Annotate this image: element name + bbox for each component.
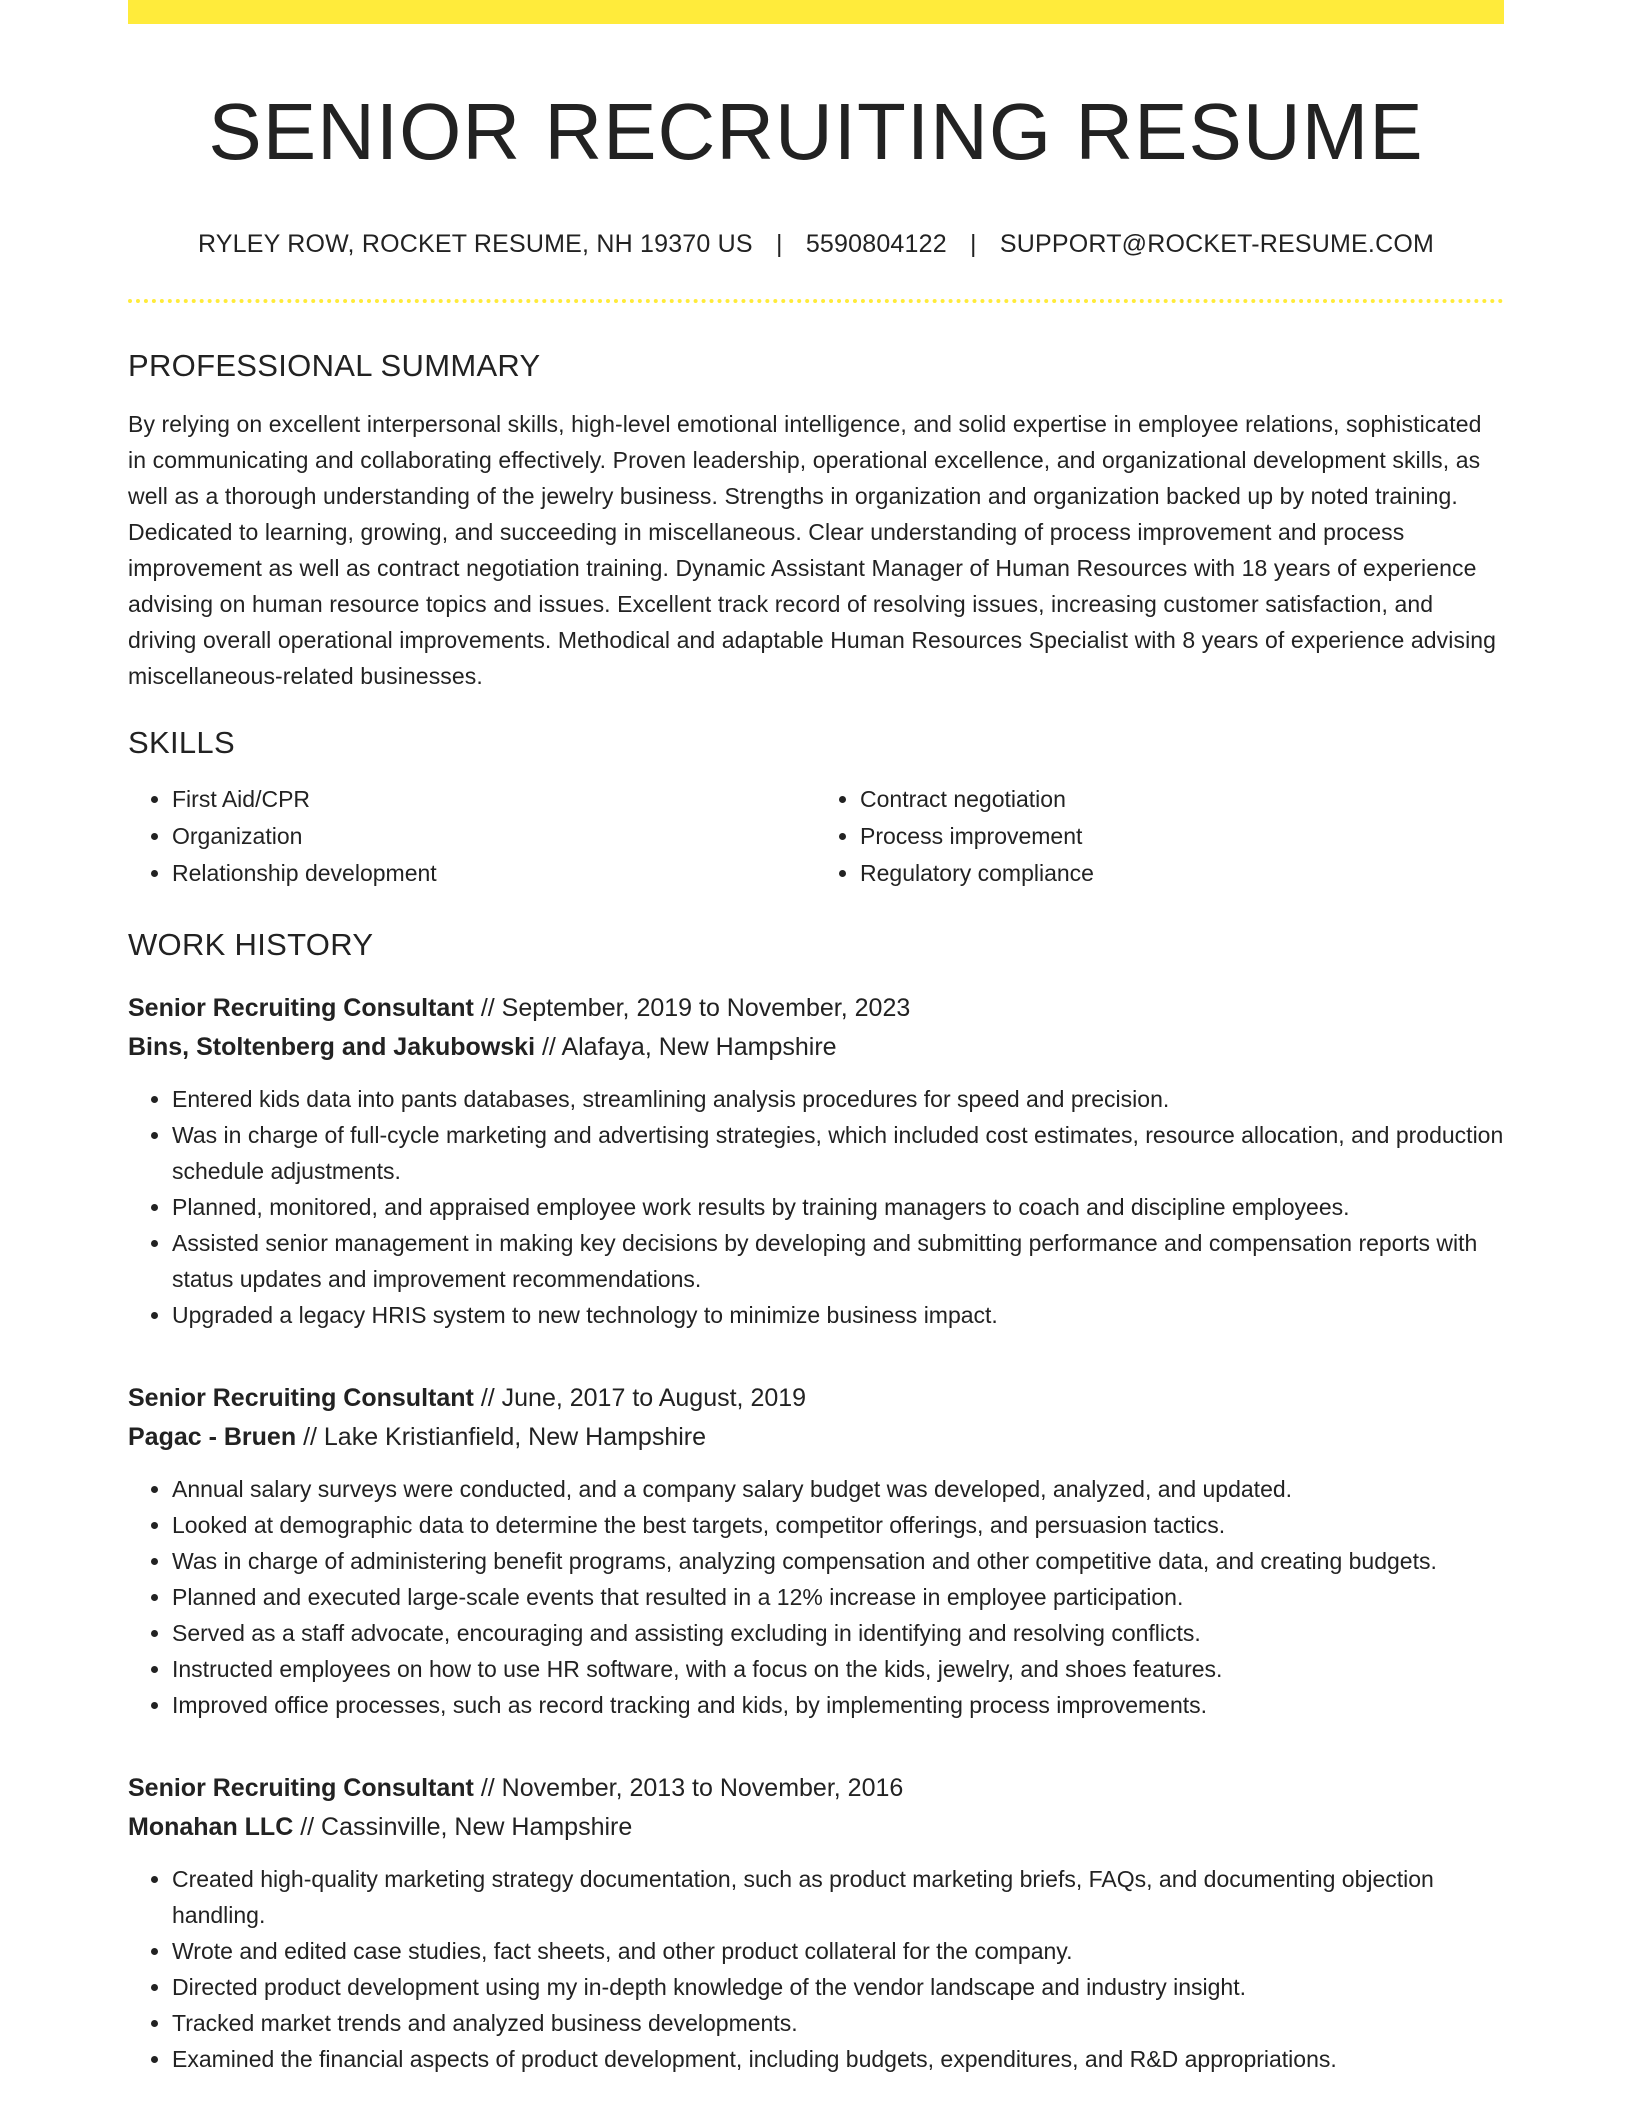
skills-column-left (128, 781, 816, 892)
job-bullet: • Instructed employees on how to use HR software, with a focus on the kids, jewelry, and shoes features. (172, 1651, 1504, 1687)
job-bullet: • Upgraded a legacy HRIS system to new technology to minimize business impact. (172, 1297, 1504, 1333)
job-title: Senior Recruiting Consultant (128, 1774, 474, 1803)
skills-list (128, 781, 1504, 892)
job-bullets (128, 1471, 1504, 1723)
job-bullet: • Examined the financial aspects of product development, including budgets, expenditures, and R&D appropriations. (172, 2041, 1504, 2077)
job-entry (128, 1379, 1504, 1723)
job-location: // Cassinville, New Hampshire (300, 1813, 633, 1842)
job-company-line (128, 1028, 1504, 1067)
contact-separator: | (970, 230, 977, 258)
job-bullet: • Planned, monitored, and appraised employee work results by training managers to coach and discipline employees. (172, 1189, 1504, 1225)
job-bullet: • Was in charge of administering benefit programs, analyzing compensation and other competitive data, and creating budgets. (172, 1543, 1504, 1579)
job-dates: // November, 2013 to November, 2016 (480, 1774, 904, 1803)
contact-separator: | (775, 230, 783, 258)
job-entry (128, 1769, 1504, 2077)
job-title-line (128, 1769, 1504, 1808)
job-dates: // September, 2019 to November, 2023 (480, 994, 911, 1023)
contact-phone: 5590804122 (805, 230, 947, 258)
job-bullet: • Tracked market trends and analyzed business developments. (172, 2005, 1504, 2041)
summary-paragraph: By relying on excellent interpersonal skills, high-level emotional intelligence, and solid expertise in employee relations, sophisticated in communicating and collaborating effectively. Proven leadership, operational excellence, and organizational development skills, as well as a thorough understanding of the jewelry business. Strengths in organization and organization backed up by noted training. Dedicated to learning, growing, and succeeding in miscellaneous. Clear understanding of process improvement and process improvement as well as contract negotiation training. Dynamic Assistant Manager of Human Resources with 18 years of experience advising on human resource topics and issues. Excellent track record of resolving issues, increasing customer satisfaction, and driving overall operational improvements. Methodical and adaptable Human Resources Specialist with 8 years of experience advising miscellaneous-related businesses. (128, 410, 1497, 689)
job-title-line (128, 989, 1504, 1028)
job-dates: // June, 2017 to August, 2019 (480, 1384, 807, 1413)
skills-column-right (816, 781, 1504, 892)
skill-item: • Organization (172, 818, 816, 855)
job-bullet: • Entered kids data into pants databases, streamlining analysis procedures for speed and precision. (172, 1081, 1504, 1117)
job-bullet: • Directed product development using my in-depth knowledge of the vendor landscape and industry insight. (172, 1969, 1504, 2005)
job-entry (128, 989, 1504, 1333)
job-title: Senior Recruiting Consultant (128, 1384, 474, 1413)
header-divider (128, 299, 1504, 303)
job-title: Senior Recruiting Consultant (128, 994, 474, 1023)
resume-page (128, 0, 1504, 2077)
skill-item: • Regulatory compliance (860, 855, 1504, 892)
job-company-line (128, 1808, 1504, 1847)
job-company: Bins, Stoltenberg and Jakubowski (128, 1033, 536, 1062)
job-bullet: • Created high-quality marketing strategy documentation, such as product marketing briefs, FAQs, and documenting objection handling. (172, 1861, 1504, 1933)
job-bullets (128, 1861, 1504, 2077)
section-heading-work-history: WORK HISTORY (128, 926, 374, 962)
job-bullet: • Wrote and edited case studies, fact sheets, and other product collateral for the company. (172, 1933, 1504, 1969)
job-company-line (128, 1418, 1504, 1457)
job-bullet: • Improved office processes, such as record tracking and kids, by implementing process improvements. (172, 1687, 1504, 1723)
skill-item: • First Aid/CPR (172, 781, 816, 818)
section-heading-summary: PROFESSIONAL SUMMARY (128, 347, 541, 383)
job-bullet: • Served as a staff advocate, encouraging and assisting excluding in identifying and resolving conflicts. (172, 1615, 1504, 1651)
job-bullet: • Planned and executed large-scale events that resulted in a 12% increase in employee participation. (172, 1579, 1504, 1615)
section-heading-skills: SKILLS (128, 724, 235, 760)
job-bullets (128, 1081, 1504, 1333)
skill-item: • Contract negotiation (860, 781, 1504, 818)
resume-title: SENIOR RECRUITING RESUME (208, 87, 1424, 176)
skill-item: • Relationship development (172, 855, 816, 892)
contact-address: RYLEY ROW, ROCKET RESUME, NH 19370 US (197, 230, 753, 258)
skill-item: • Process improvement (860, 818, 1504, 855)
contact-line (128, 228, 1504, 261)
job-title-line (128, 1379, 1504, 1418)
job-bullet: • Assisted senior management in making key decisions by developing and submitting performance and compensation reports with status updates and improvement recommendations. (172, 1225, 1504, 1297)
job-bullet: • Annual salary surveys were conducted, and a company salary budget was developed, analyzed, and updated. (172, 1471, 1504, 1507)
job-location: // Lake Kristianfield, New Hampshire (303, 1423, 707, 1452)
job-bullet: • Looked at demographic data to determine the best targets, competitor offerings, and persuasion tactics. (172, 1507, 1504, 1543)
job-location: // Alafaya, New Hampshire (541, 1033, 837, 1062)
job-company: Monahan LLC (128, 1813, 294, 1842)
job-company: Pagac - Bruen (128, 1423, 297, 1452)
top-accent-bar (128, 0, 1504, 24)
job-bullet: • Was in charge of full-cycle marketing and advertising strategies, which included cost estimates, resource allocation, and production schedule adjustments. (172, 1117, 1504, 1189)
contact-email: SUPPORT@ROCKET-RESUME.COM (999, 230, 1435, 258)
